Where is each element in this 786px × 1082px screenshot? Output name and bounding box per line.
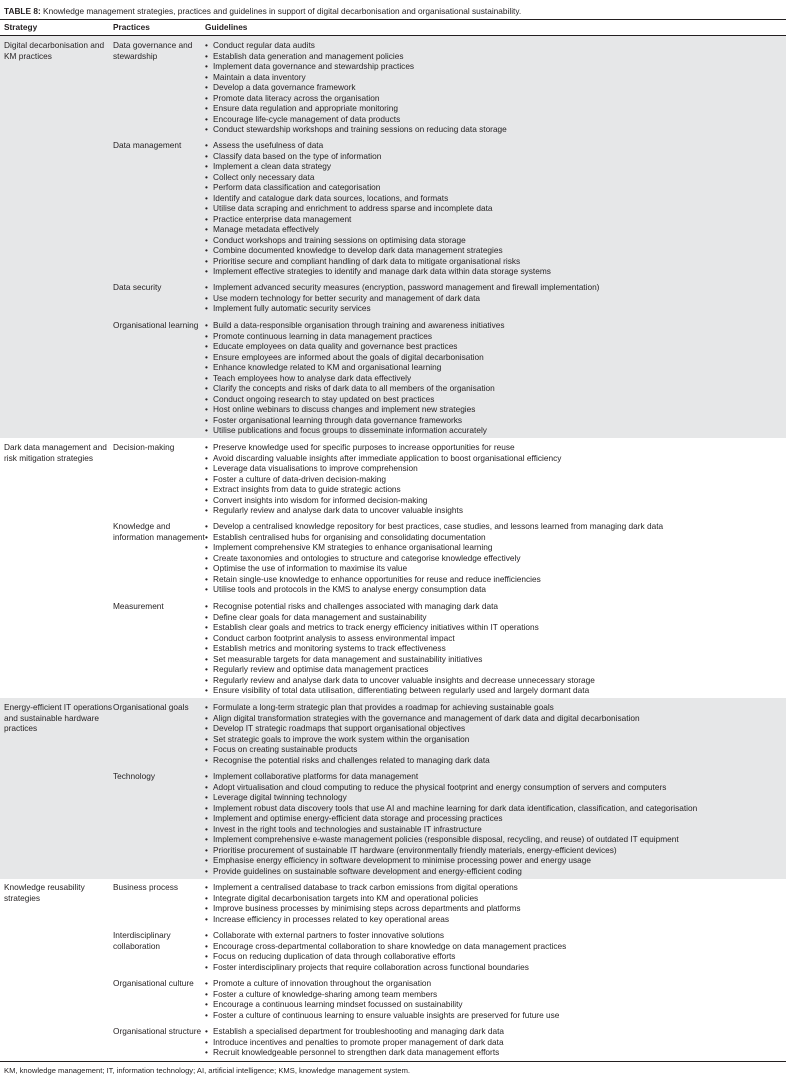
guideline-item: • Combine documented knowledge to develop dark data management strategies bbox=[205, 245, 785, 256]
guideline-item: • Implement robust data discovery tools that use AI and machine learning for dark data identification, classification, and categorisation bbox=[205, 803, 785, 814]
guideline-list bbox=[205, 930, 785, 972]
guideline-item: • Clarify the concepts and risks of dark data to all members of the organisation bbox=[205, 383, 785, 394]
guideline-item: • Conduct regular data audits bbox=[205, 40, 785, 51]
guideline-list bbox=[205, 1026, 785, 1058]
guideline-item: • Invest in the right tools and technologies and sustainable IT infrastructure bbox=[205, 824, 785, 835]
guideline-item: • Improve business processes by minimising steps across departments and platforms bbox=[205, 903, 785, 914]
guideline-item: • Implement comprehensive KM strategies to enhance organisational learning bbox=[205, 542, 785, 553]
guideline-item: • Build a data-responsible organisation through training and awareness initiatives bbox=[205, 320, 785, 331]
guideline-item: • Implement effective strategies to identify and manage dark data within data storage systems bbox=[205, 266, 785, 277]
guideline-item: • Utilise publications and focus groups to disseminate information accurately bbox=[205, 425, 785, 436]
guideline-list bbox=[205, 521, 785, 595]
guideline-list bbox=[205, 140, 785, 277]
guideline-item: • Adopt virtualisation and cloud computing to reduce the physical footprint and energy consumption of servers and computers bbox=[205, 782, 785, 793]
guideline-item: • Provide guidelines on sustainable software development and energy-efficient coding bbox=[205, 866, 785, 877]
practice-name: Interdisciplinary collaboration bbox=[113, 930, 171, 951]
guideline-item: • Focus on reducing duplication of data through collaborative efforts bbox=[205, 951, 785, 962]
guideline-item: • Classify data based on the type of information bbox=[205, 151, 785, 162]
practice-name: Organisational learning bbox=[113, 320, 199, 330]
guideline-item: • Utilise tools and protocols in the KMS to analyse energy consumption data bbox=[205, 584, 785, 595]
header-guidelines: Guidelines bbox=[205, 22, 248, 32]
strategy-name: Digital decarbonisation and KM practices bbox=[4, 40, 105, 61]
guideline-item: • Develop a data governance framework bbox=[205, 82, 785, 93]
guideline-item: • Develop a centralised knowledge repository for best practices, case studies, and lessons learned from managing dark data bbox=[205, 521, 785, 532]
guideline-item: • Implement data governance and stewardship practices bbox=[205, 61, 785, 72]
guideline-item: • Introduce incentives and penalties to promote proper management of dark data bbox=[205, 1037, 785, 1048]
guideline-item: • Establish data generation and management policies bbox=[205, 51, 785, 62]
guideline-item: • Ensure data regulation and appropriate monitoring bbox=[205, 103, 785, 114]
practice-name: Data governance and stewardship bbox=[113, 40, 193, 61]
guideline-item: • Encourage life-cycle management of data products bbox=[205, 114, 785, 125]
guideline-item: • Promote a culture of innovation throughout the organisation bbox=[205, 978, 785, 989]
guideline-item: • Teach employees how to analyse dark data effectively bbox=[205, 373, 785, 384]
guideline-item: • Increase efficiency in processes related to key operational areas bbox=[205, 914, 785, 925]
guideline-item: • Convert insights into wisdom for informed decision-making bbox=[205, 495, 785, 506]
practice-name: Decision-making bbox=[113, 442, 175, 452]
guideline-item: • Foster a culture of data-driven decision-making bbox=[205, 474, 785, 485]
practice-name: Measurement bbox=[113, 601, 164, 611]
guideline-list bbox=[205, 282, 785, 314]
guideline-item: • Prioritise secure and compliant handling of dark data to mitigate organisational risks bbox=[205, 256, 785, 267]
guideline-item: • Implement collaborative platforms for data management bbox=[205, 771, 785, 782]
guideline-list bbox=[205, 320, 785, 436]
guideline-item: • Foster organisational learning through data governance frameworks bbox=[205, 415, 785, 426]
guideline-item: • Foster a culture of continuous learning to ensure valuable insights are preserved for future use bbox=[205, 1010, 785, 1021]
strategy-name: Dark data management and risk mitigation strategies bbox=[4, 442, 107, 463]
guideline-item: • Encourage cross-departmental collaboration to share knowledge on data management practices bbox=[205, 941, 785, 952]
guideline-item: • Extract insights from data to guide strategic actions bbox=[205, 484, 785, 495]
guideline-item: • Establish a specialised department for troubleshooting and managing dark data bbox=[205, 1026, 785, 1037]
guideline-item: • Optimise the use of information to maximise its value bbox=[205, 563, 785, 574]
guideline-item: • Conduct ongoing research to stay updated on best practices bbox=[205, 394, 785, 405]
guideline-item: • Create taxonomies and ontologies to structure and categorise knowledge effectively bbox=[205, 553, 785, 564]
guideline-item: • Maintain a data inventory bbox=[205, 72, 785, 83]
guideline-item: • Host online webinars to discuss changes and implement new strategies bbox=[205, 404, 785, 415]
guideline-item: • Focus on creating sustainable products bbox=[205, 744, 785, 755]
guideline-item: • Set measurable targets for data management and sustainability initiatives bbox=[205, 654, 785, 665]
guideline-item: • Manage metadata effectively bbox=[205, 224, 785, 235]
guideline-list bbox=[205, 40, 785, 135]
guideline-item: • Establish centralised hubs for organising and consolidating documentation bbox=[205, 532, 785, 543]
guideline-item: • Ensure visibility of total data utilisation, differentiating between regularly used and largely dormant data bbox=[205, 685, 785, 696]
guideline-item: • Identify and catalogue dark data sources, locations, and formats bbox=[205, 193, 785, 204]
table-header bbox=[0, 20, 786, 35]
guideline-item: • Emphasise energy efficiency in software development to minimise processing power and energy usage bbox=[205, 855, 785, 866]
practice-name: Data management bbox=[113, 140, 182, 150]
guideline-item: • Formulate a long-term strategic plan that provides a roadmap for achieving sustainable goals bbox=[205, 702, 785, 713]
guideline-item: • Define clear goals for data management and sustainability bbox=[205, 612, 785, 623]
guideline-item: • Practice enterprise data management bbox=[205, 214, 785, 225]
guideline-item: • Leverage data visualisations to improve comprehension bbox=[205, 463, 785, 474]
guideline-item: • Conduct stewardship workshops and training sessions on reducing data storage bbox=[205, 124, 785, 135]
guideline-item: • Prioritise procurement of sustainable IT hardware (environmentally friendly materials, energy-efficient devices) bbox=[205, 845, 785, 856]
guideline-item: • Assess the usefulness of data bbox=[205, 140, 785, 151]
strategy-name: Energy-efficient IT operations and sustainable hardware practices bbox=[4, 702, 113, 733]
practice-name: Organisational culture bbox=[113, 978, 194, 988]
guideline-list bbox=[205, 882, 785, 924]
practice-name: Knowledge and information management bbox=[113, 521, 205, 542]
guideline-list bbox=[205, 771, 785, 876]
guideline-item: • Align digital transformation strategies with the governance and management of dark data and digital decarbonisation bbox=[205, 713, 785, 724]
guideline-list bbox=[205, 702, 785, 765]
practice-name: Business process bbox=[113, 882, 179, 892]
guideline-item: • Recognise potential risks and challenges associated with managing dark data bbox=[205, 601, 785, 612]
guideline-item: • Implement advanced security measures (encryption, password management and firewall implementation) bbox=[205, 282, 785, 293]
table-caption-text: Knowledge management strategies, practices and guidelines in support of digital decarbonisation and organisational sustainability. bbox=[40, 6, 522, 16]
guideline-item: • Develop IT strategic roadmaps that support organisational objectives bbox=[205, 723, 785, 734]
guideline-item: • Ensure employees are informed about the goals of digital decarbonisation bbox=[205, 352, 785, 363]
guideline-list bbox=[205, 601, 785, 696]
guideline-item: • Avoid discarding valuable insights after immediate application to boost organisational efficiency bbox=[205, 453, 785, 464]
guideline-item: • Implement a centralised database to track carbon emissions from digital operations bbox=[205, 882, 785, 893]
guideline-list bbox=[205, 978, 785, 1020]
guideline-item: • Collaborate with external partners to foster innovative solutions bbox=[205, 930, 785, 941]
guideline-item: • Implement comprehensive e-waste management policies (responsible disposal, recycling, and reuse) of outdated IT equipment bbox=[205, 834, 785, 845]
guideline-item: • Recognise the potential risks and challenges related to managing dark data bbox=[205, 755, 785, 766]
guideline-item: • Leverage digital twinning technology bbox=[205, 792, 785, 803]
guideline-item: • Implement fully automatic security services bbox=[205, 303, 785, 314]
guideline-item: • Encourage a continuous learning mindset focussed on sustainability bbox=[205, 999, 785, 1010]
guideline-item: • Educate employees on data quality and governance best practices bbox=[205, 341, 785, 352]
practice-name: Organisational structure bbox=[113, 1026, 202, 1036]
guideline-item: • Foster a culture of knowledge-sharing among team members bbox=[205, 989, 785, 1000]
guideline-item: • Regularly review and analyse dark data to uncover valuable insights bbox=[205, 505, 785, 516]
guideline-item: • Regularly review and optimise data management practices bbox=[205, 664, 785, 675]
guideline-item: • Promote continuous learning in data management practices bbox=[205, 331, 785, 342]
guideline-item: • Implement a clean data strategy bbox=[205, 161, 785, 172]
practice-name: Data security bbox=[113, 282, 162, 292]
guideline-item: • Promote data literacy across the organisation bbox=[205, 93, 785, 104]
guideline-item: • Recruit knowledgeable personnel to strengthen dark data management efforts bbox=[205, 1047, 785, 1058]
guideline-item: • Foster interdisciplinary projects that require collaboration across functional boundaries bbox=[205, 962, 785, 973]
strategy-name: Knowledge reusability strategies bbox=[4, 882, 85, 903]
header-practices: Practices bbox=[113, 22, 150, 32]
table-caption bbox=[4, 6, 521, 17]
guideline-item: • Enhance knowledge related to KM and organisational learning bbox=[205, 362, 785, 373]
guideline-item: • Regularly review and analyse dark data to uncover valuable insights and decrease unnecessary storage bbox=[205, 675, 785, 686]
guideline-item: • Implement and optimise energy-efficient data storage and processing practices bbox=[205, 813, 785, 824]
guideline-item: • Establish metrics and monitoring systems to track effectiveness bbox=[205, 643, 785, 654]
table-caption-label: TABLE 8: bbox=[4, 6, 41, 16]
guideline-item: • Collect only necessary data bbox=[205, 172, 785, 183]
practice-name: Technology bbox=[113, 771, 155, 781]
guideline-item: • Establish clear goals and metrics to track energy efficiency initiatives within IT operations bbox=[205, 622, 785, 633]
table-footnote: KM, knowledge management; IT, information technology; AI, artificial intelligence; KMS, knowledge management system. bbox=[4, 1066, 411, 1075]
header-strategy: Strategy bbox=[4, 22, 38, 32]
practice-name: Organisational goals bbox=[113, 702, 189, 712]
guideline-item: • Set strategic goals to improve the work system within the organisation bbox=[205, 734, 785, 745]
guideline-item: • Utilise data scraping and enrichment to address sparse and incomplete data bbox=[205, 203, 785, 214]
guideline-list bbox=[205, 442, 785, 516]
guideline-item: • Integrate digital decarbonisation targets into KM and operational policies bbox=[205, 893, 785, 904]
guideline-item: • Conduct carbon footprint analysis to assess environmental impact bbox=[205, 633, 785, 644]
guideline-item: • Preserve knowledge used for specific purposes to increase opportunities for reuse bbox=[205, 442, 785, 453]
guideline-item: • Retain single-use knowledge to enhance opportunities for reuse and reduce inefficiencies bbox=[205, 574, 785, 585]
guideline-item: • Conduct workshops and training sessions on optimising data storage bbox=[205, 235, 785, 246]
guideline-item: • Use modern technology for better security and management of dark data bbox=[205, 293, 785, 304]
guideline-item: • Perform data classification and categorisation bbox=[205, 182, 785, 193]
table-bottom-rule bbox=[0, 1061, 786, 1062]
